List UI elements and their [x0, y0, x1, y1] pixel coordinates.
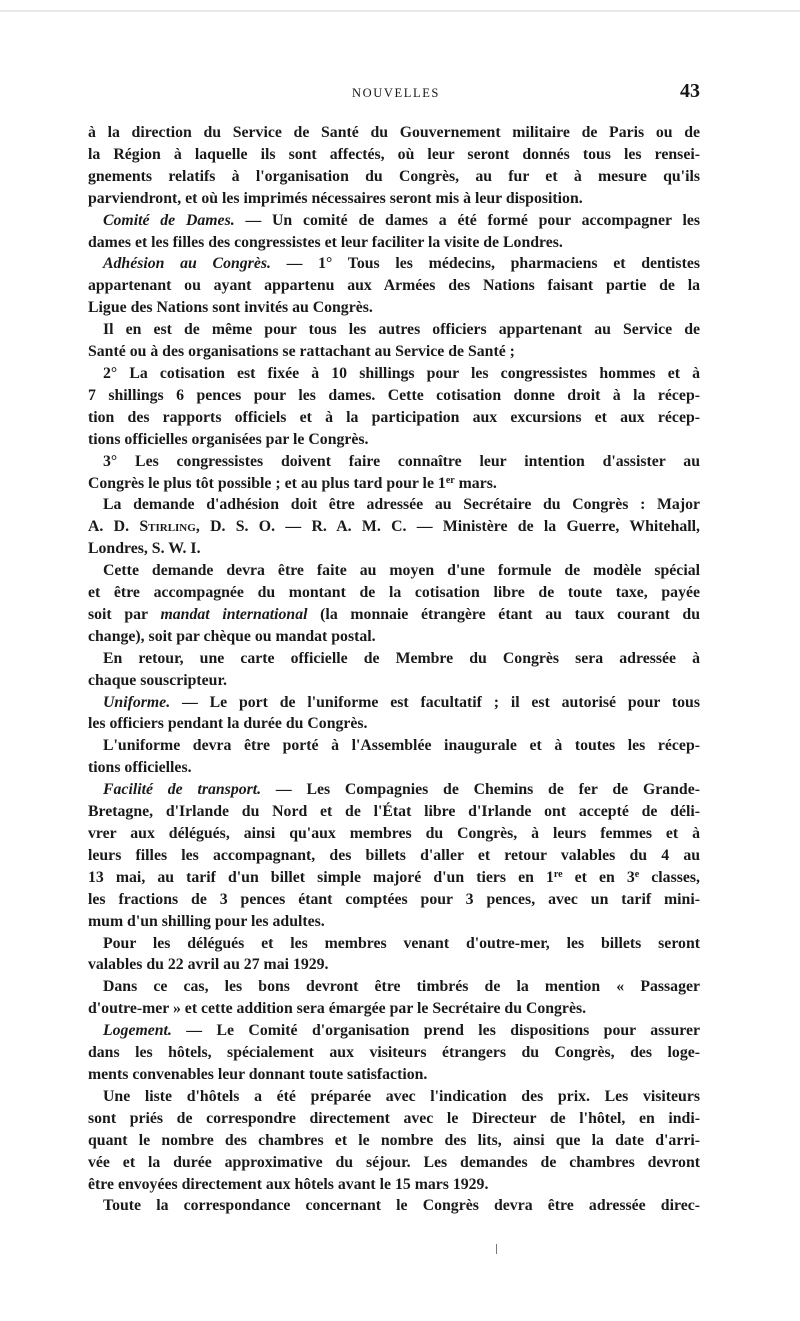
text-run: la Région à laquelle ils sont affectés, où leur seront donnés tous les rensei-	[88, 145, 700, 163]
text-line	[88, 713, 700, 735]
text-run: chaque souscripteur.	[88, 671, 227, 689]
text-line	[88, 385, 700, 407]
text-run: Cette demande devra être faite au moyen d'une formule de modèle spécial	[103, 562, 700, 580]
text-line	[88, 494, 700, 516]
text-line	[88, 122, 700, 144]
text-line	[88, 801, 700, 823]
text-run: dans les hôtels, spécialement aux visiteurs étrangers du Congrès, des loge-	[88, 1044, 700, 1062]
text-run: Pour les délégués et les membres venant d'outre-mer, les billets seront	[103, 934, 700, 952]
paragraph	[88, 1020, 700, 1086]
superscript: e	[634, 868, 640, 880]
text-run: mum d'un shilling pour les adultes.	[88, 912, 325, 930]
superscript: er	[445, 474, 455, 486]
text-line	[88, 626, 700, 648]
text-run: dames et les filles des congressistes et leur faciliter la visite de Londres.	[88, 233, 563, 251]
text-run: — Le port de l'uniforme est facultatif ; il est autorisé pour tous	[170, 693, 700, 711]
text-run: Santé ou à des organisations se rattachant au Service de Santé ;	[88, 343, 515, 361]
paragraph	[88, 494, 700, 560]
text-line	[88, 757, 700, 779]
text-run: d'outre-mer » et cette addition sera émargée par le Secrétaire du Congrès.	[88, 1000, 587, 1018]
small-caps-name: Stirling	[139, 518, 196, 536]
text-line	[88, 253, 700, 275]
paragraph	[88, 976, 700, 1020]
text-run: quant le nombre des chambres et le nombre des lits, ainsi que la date d'arri-	[88, 1131, 700, 1149]
text-run: et en 3	[562, 868, 635, 886]
scan-mark	[496, 1244, 497, 1254]
text-run: tions officielles.	[88, 759, 192, 777]
text-run: vée et la durée approximative du séjour. Les demandes de chambres devront	[88, 1153, 700, 1171]
paragraph	[88, 122, 700, 210]
text-run: mars.	[454, 474, 497, 492]
text-run: A. D.	[88, 518, 140, 536]
italic-run: Uniforme.	[103, 693, 171, 711]
text-run: leurs filles les accompagnant, des billets d'aller et retour valables du 4 au	[88, 846, 700, 864]
text-line	[88, 319, 700, 341]
text-run: — 1° Tous les médecins, pharmaciens et dentistes	[270, 255, 700, 273]
italic-run: mandat international	[160, 605, 308, 623]
page-header	[92, 80, 700, 114]
text-line	[88, 670, 700, 692]
text-run: (la monnaie étrangère étant au taux courant du	[307, 605, 700, 623]
paragraph	[88, 363, 700, 451]
text-run: appartenant ou ayant appartenu aux Armées des Nations faisant partie de la	[88, 277, 700, 295]
italic-run: Adhésion au Congrès.	[103, 255, 271, 273]
paragraph	[88, 451, 700, 495]
text-run: — Un comité de dames a été formé pour accompagner les	[234, 211, 700, 229]
text-line	[88, 1042, 700, 1064]
text-line	[88, 275, 700, 297]
running-head: NOUVELLES	[351, 86, 440, 100]
text-line	[88, 516, 700, 538]
text-line	[88, 341, 700, 363]
text-run: L'uniforme devra être porté à l'Assemblée inaugurale et à toutes les récep-	[103, 737, 700, 755]
text-line	[88, 188, 700, 210]
text-run: les fractions de 3 pences étant comptées pour 3 pences, avec un tarif mini-	[88, 890, 700, 908]
text-run: à la direction du Service de Santé du Gouvernement militaire de Paris ou de	[88, 124, 700, 141]
text-line	[88, 232, 700, 254]
paragraph	[88, 933, 700, 977]
text-line	[88, 976, 700, 998]
text-run: tions officielles organisées par le Congrès.	[88, 430, 369, 448]
text-line	[88, 933, 700, 955]
text-line	[88, 889, 700, 911]
text-run: sont priés de correspondre directement avec le Directeur de l'hôtel, en indi-	[88, 1109, 700, 1127]
text-run: et être accompagnée du montant de la cotisation libre de toute taxe, payée	[88, 584, 700, 602]
text-line	[88, 210, 700, 232]
text-run: Toute la correspondance concernant le Congrès devra être adressée direc-	[103, 1197, 700, 1215]
paragraph	[88, 319, 700, 363]
text-line	[88, 1086, 700, 1108]
text-run: 7 shillings 6 pences pour les dames. Cette cotisation donne droit à la récep-	[88, 386, 700, 404]
text-run: soit par	[88, 605, 161, 623]
text-run: être envoyées directement aux hôtels avant le 15 mars 1929.	[88, 1175, 489, 1193]
text-run: — Les Compagnies de Chemins de fer de Grande-	[261, 781, 700, 799]
text-run: Ligue des Nations sont invités au Congrès.	[88, 299, 373, 317]
text-run: Congrès le plus tôt possible ; et au plus tard pour le 1	[88, 474, 446, 492]
text-run: La demande d'adhésion doit être adressée au Secrétaire du Congrès : Major	[103, 496, 700, 514]
text-run: classes,	[639, 868, 700, 886]
text-run: Londres, S. W. I.	[88, 540, 201, 558]
text-line	[88, 735, 700, 757]
text-line	[88, 823, 700, 845]
text-line	[88, 1152, 700, 1174]
text-line	[88, 560, 700, 582]
text-run: change), soit par chèque ou mandat postal.	[88, 627, 376, 645]
text-line	[88, 1108, 700, 1130]
text-run: — Le Comité d'organisation prend les dispositions pour assurer	[171, 1022, 700, 1040]
text-line	[88, 1064, 700, 1086]
text-run: 2° La cotisation est fixée à 10 shillings pour les congressistes hommes et à	[103, 364, 700, 382]
italic-run: Comité de Dames.	[103, 211, 235, 229]
paragraph	[88, 779, 700, 932]
text-line	[88, 1174, 700, 1196]
text-run: En retour, une carte officielle de Membre du Congrès sera adressée à	[103, 649, 700, 667]
text-run: Bretagne, d'Irlande du Nord et de l'État libre d'Irlande ont accepté de déli-	[88, 803, 700, 821]
scan-edge-line	[0, 10, 800, 12]
text-run: tion des rapports officiels et à la participation aux excursions et aux récep-	[88, 408, 700, 426]
text-line	[88, 954, 700, 976]
text-line	[88, 648, 700, 670]
text-run: 13 mai, au tarif d'un billet simple majoré d'un tiers en 1	[88, 868, 554, 886]
text-run: Une liste d'hôtels a été préparée avec l'indication des prix. Les visiteurs	[103, 1087, 700, 1105]
text-line	[88, 582, 700, 604]
paragraph	[88, 735, 700, 779]
text-line	[88, 692, 700, 714]
paragraph	[88, 253, 700, 319]
text-line	[88, 473, 700, 495]
text-run: Dans ce cas, les bons devront être timbrés de la mention « Passager	[103, 978, 700, 996]
italic-run: Logement.	[103, 1022, 172, 1040]
paragraph	[88, 692, 700, 736]
text-line	[88, 144, 700, 166]
text-line	[88, 867, 700, 889]
text-line	[88, 407, 700, 429]
paragraph	[88, 560, 700, 648]
text-run: vrer aux délégués, ainsi qu'aux membres du Congrès, à leurs femmes et à	[88, 825, 700, 842]
italic-run: Facilité de transport.	[103, 781, 262, 799]
text-run: 3° Les congressistes doivent faire connaître leur intention d'assister au	[103, 452, 700, 470]
text-line	[88, 451, 700, 473]
text-line	[88, 779, 700, 801]
text-line	[88, 1020, 700, 1042]
body-text	[88, 122, 700, 1217]
text-run: Il en est de même pour tous les autres officiers appartenant au Service de	[103, 321, 700, 339]
text-line	[88, 998, 700, 1020]
superscript: re	[553, 868, 563, 880]
text-run: ments convenables leur donnant toute satisfaction.	[88, 1065, 428, 1083]
text-run: les officiers pendant la durée du Congrès.	[88, 715, 368, 733]
text-run: valables du 22 avril au 27 mai 1929.	[88, 956, 329, 974]
text-line	[88, 297, 700, 319]
text-line	[88, 845, 700, 867]
text-line	[88, 429, 700, 451]
text-run: parviendront, et où les imprimés nécessaires seront mis à leur disposition.	[88, 189, 583, 207]
text-line	[88, 166, 700, 188]
text-line	[88, 1130, 700, 1152]
paragraph	[88, 1086, 700, 1196]
paragraph	[88, 1195, 700, 1217]
text-line	[88, 538, 700, 560]
paragraph	[88, 648, 700, 692]
page-number: 43	[680, 80, 700, 102]
text-line	[88, 911, 700, 933]
paragraph	[88, 210, 700, 254]
text-run: gnements relatifs à l'organisation du Congrès, au fur et à mesure qu'ils	[88, 167, 700, 185]
text-line	[88, 604, 700, 626]
text-run: , D. S. O. — R. A. M. C. — Ministère de la Guerre, Whitehall,	[195, 518, 700, 536]
text-line	[88, 1195, 700, 1217]
text-line	[88, 363, 700, 385]
